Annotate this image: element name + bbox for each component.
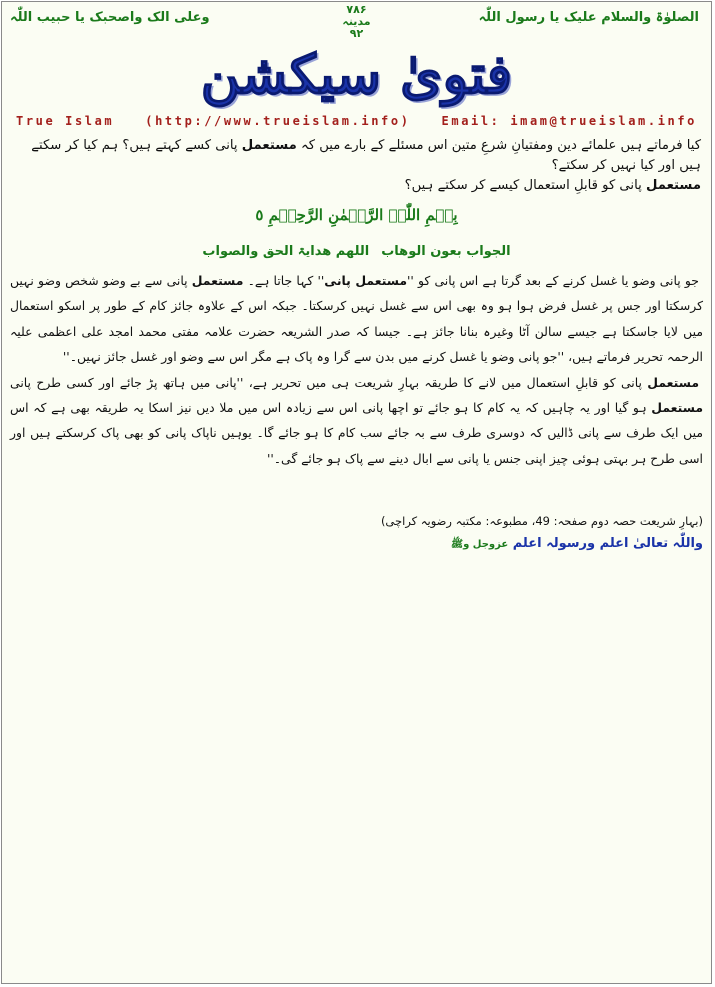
site-name: True Islam [16, 114, 115, 128]
reference-citation: (بہارِ شریعت حصہ دوم صفحہ: 49، مطبوعہ: مکتبہ رضویہ کراچی) [380, 514, 703, 528]
site-email-link[interactable]: Email: imam@trueislam.info [441, 114, 697, 128]
answer-body [10, 268, 703, 471]
p1-term-2: مستعمل [191, 273, 244, 288]
question-term: مستعمل [241, 138, 297, 153]
answer-heading-part2: اللھم ھدایۃ الحق والصواب [202, 244, 370, 259]
p1-term: مستعمل پانی [324, 273, 408, 288]
p1-text-b: '' کہا جاتا ہے۔ [243, 273, 325, 288]
page-frame [1, 1, 712, 984]
site-url-link[interactable]: (http://www.trueislam.info) [145, 114, 411, 128]
question-block [12, 136, 701, 196]
p2-term: مستعمل [647, 374, 699, 390]
bismillah: بِسۡمِ اللّٰہِ الرَّحۡمٰنِ الرَّحِیۡمِ ٥ [255, 206, 458, 224]
p2-text-b: ہو گیا اور یہ چاہیں کہ یہ کام کا ہو جائے تو اچھا پانی اس سے زیادہ اس میں ملا دیں نیز اسکا یہ طریقہ بھی ہے کہ اس میں ایک طرف سے پانی ڈالیں کہ دوسری طرف سے بہ جائے سب کام کا ہو جائے گا۔ یوہیں ناپاک پانی کو بھی پاک کرسکتے ہیں اور اسی طرح ہر بہتی ہوئی چیز اپنی جنس یا پانی سے ابال دینے سے پاک ہو جائے گی۔'' [10, 400, 703, 466]
closing-text: واللّٰہ تعالیٰ اعلم ورسولہ اعلم [512, 536, 703, 551]
page-title: فتویٰ سیکشن [200, 42, 513, 106]
header-center-line1: ۷۸۶ [346, 3, 367, 16]
p2-term-2: مستعمل [651, 400, 703, 416]
closing-row [10, 536, 703, 552]
answer-heading-part1: الجواب بعون الوھاب [381, 244, 511, 259]
header-salutation-left: وعلى الک واصحبک یا حبیب اللّٰہ [10, 10, 210, 25]
question-term-2: مستعمل [645, 178, 701, 193]
p2-text-a: پانی کو قابلِ استعمال میں لانے کا طریقہ بہارِ شریعت ہی میں تحریر ہے، ''پانی میں ہاتھ پڑ جائے اور کسی طرح پانی [10, 374, 648, 390]
reference-row [10, 510, 703, 532]
header-salutation-right: الصلوٰۃ والسلام علیک یا رسول اللّٰہ [478, 10, 699, 25]
answer-heading [2, 244, 711, 259]
question-line-1 [12, 136, 701, 176]
question-text-2: پانی کو قابلِ استعمال کیسے کر سکتے ہیں؟ [404, 178, 646, 193]
p1-text-c: پانی سے بے وضو شخص وضو نہیں کرسکتا اور جس پر غسل فرض ہوا ہو وہ بھی اس سے غسل نہیں کرسکتا۔ جبکہ اس کے علاوہ جائز کام کے طور پر اسکو استعمال میں لایا جاسکتا ہے جیسے سالن آٹا وغیرہ بنانا جائز ہے۔ جیسا کہ صدر الشریعہ حضرت علامہ مفتی محمد امجد علی اعظمی علیہ الرحمہ تحریر فرماتے ہیں، ''جو پانی وضو یا غسل کرنے میں بدن سے گرا وہ پاک ہے مگر اس سے وضو اور غسل جائز نہیں۔'' [10, 273, 703, 365]
site-info-line [16, 114, 697, 128]
honorific-glyph: عزوجل وﷺ [451, 539, 509, 550]
header-center-line2: مدینہ [342, 15, 371, 28]
question-text-end: پانی کسے کہتے ہیں؟ ہم کیا کر سکتے ہیں اور کیا نہیں کر سکتے؟ [31, 138, 701, 173]
answer-paragraph-2 [10, 370, 703, 472]
question-text: کیا فرماتے ہیں علمائے دین ومفتیانِ شرعِ متین اس مسئلے کے بارے میں کہ [296, 138, 701, 153]
header-center-line3: ۹۲ [349, 27, 364, 40]
p1-text-a: جو پانی وضو یا غسل کرنے کے بعد گرتا ہے اس پانی کو '' [407, 273, 699, 288]
question-line-2 [12, 176, 701, 196]
answer-paragraph-1 [10, 268, 703, 370]
